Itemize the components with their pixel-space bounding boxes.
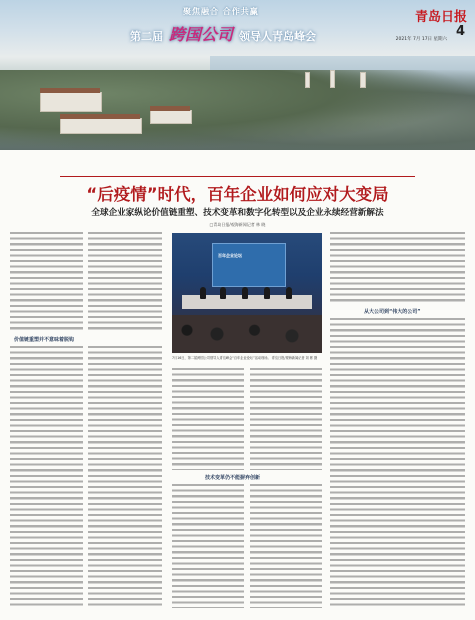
issue-date: 2021年 7月 17日 星期六	[395, 37, 447, 42]
section-subhead: 价值链重塑并不意味着脱钩	[14, 337, 75, 343]
summit-brand-mark: 跨国公司	[169, 25, 234, 44]
speaker-figure	[286, 287, 292, 299]
article-byline: □青岛日报/观海新闻记者 林 晓	[209, 222, 266, 227]
audience-area	[172, 315, 322, 353]
city-tower	[305, 72, 310, 88]
article-headline: “后疫情”时代，百年企业如何应对大变局	[86, 185, 389, 204]
photo-caption-text: 7月16日，第二届跨国公司领导人青岛峰会“百年企业论坛”活动现场。	[172, 356, 271, 360]
body-text-block	[88, 232, 162, 332]
body-text-block	[88, 346, 162, 608]
hotel-roof	[60, 114, 140, 119]
newspaper-logo: 青岛日报	[414, 10, 467, 25]
body-text-block	[330, 318, 465, 608]
hotel-building	[150, 110, 192, 124]
body-text-block	[10, 232, 83, 332]
speaker-figure	[220, 287, 226, 299]
body-text-block	[10, 346, 83, 608]
body-text-block	[330, 232, 465, 304]
body-text-block	[250, 484, 322, 608]
hotel-building	[60, 118, 142, 134]
summit-prefix: 第二届	[130, 30, 163, 43]
stage-screen-text: 百年企业论坛	[218, 253, 242, 258]
hotel-roof	[150, 106, 190, 111]
photo-caption	[172, 356, 322, 360]
headline-rule	[60, 176, 415, 177]
speaker-figure	[200, 287, 206, 299]
body-text-block	[172, 368, 244, 470]
body-text-block	[172, 484, 244, 608]
article-deck: 全球企业家纵论价值链重塑、技术变革和数字化转型以及企业永续经营新解法	[91, 208, 384, 218]
summit-title	[130, 22, 316, 45]
summit-suffix: 领导人青岛峰会	[239, 30, 317, 43]
section-subhead: 从大公司到“伟大的公司”	[364, 309, 421, 315]
stage-screen	[212, 243, 286, 287]
city-tower	[330, 70, 335, 88]
photo-credit: 青岛日报/观海新闻记者 刘 彬 摄	[271, 356, 318, 360]
header-banner-photo	[0, 0, 475, 150]
hotel-building	[40, 92, 102, 112]
speaker-figure	[264, 287, 270, 299]
section-subhead: 技术变革仍不能摒弃创新	[205, 475, 261, 481]
summit-slogan: 聚焦融合 合作共赢	[183, 7, 259, 16]
city-tower	[360, 72, 366, 88]
page-number: 4	[455, 24, 465, 39]
body-text-block	[250, 368, 322, 470]
forum-photo	[172, 233, 322, 353]
speaker-figure	[242, 287, 248, 299]
hotel-roof	[40, 88, 100, 93]
